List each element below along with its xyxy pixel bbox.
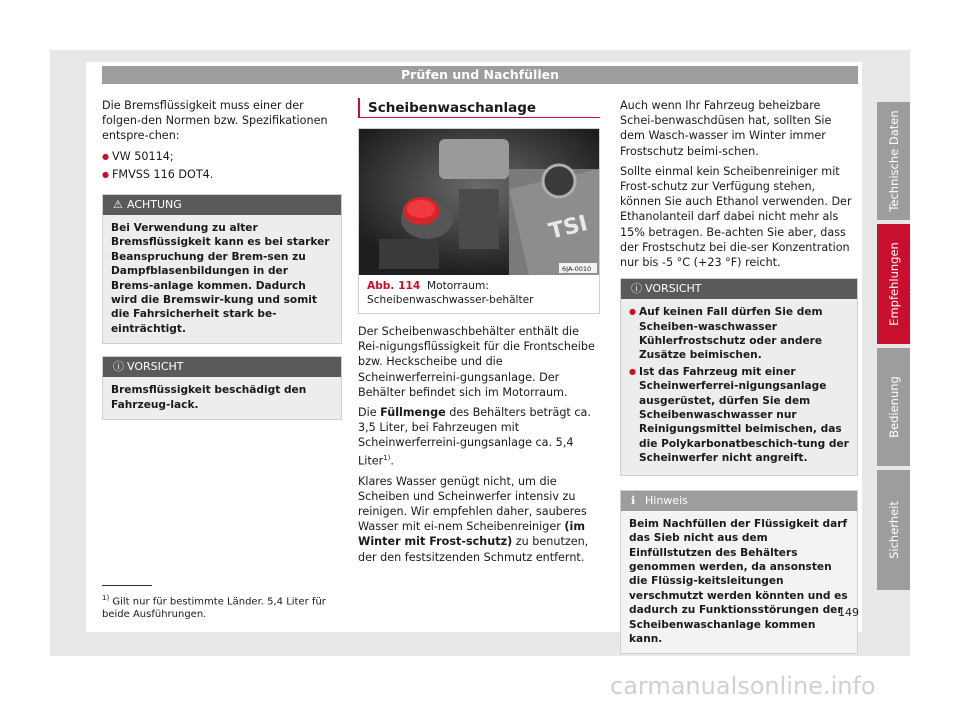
washer-paragraph-1: Der Scheibenwaschbehälter enthält die Rei-nigungsflüssigkeit für die Frontscheibe bzw. Heckscheibe und die Scheinwerferreini-gungsanlage. Der Behälter befindet sich im Motorraum. bbox=[358, 325, 595, 399]
warning-triangle-icon: ⚠ bbox=[113, 198, 123, 212]
tab-empfehlungen[interactable]: Empfehlungen bbox=[877, 224, 910, 344]
washer-paragraph-2: Die Füllmenge des Behälters beträgt ca. 3,5 Liter, bei Fahrzeugen mit Scheinwerferreini-gungsanlage ca. 5,4 Liter$^{1)}$. bbox=[358, 406, 591, 468]
washer-paragraph-3: Klares Wasser genügt nicht, um die Scheiben und Scheinwerfer intensiv zu reinigen. Wir empfehlen daher, sauberes Wasser mit ei-nem Scheibenreiniger (im Winter mit Frost-schutz) zu benutzen, der den festsitzenden Schmutz entfernt. bbox=[358, 474, 589, 564]
hinweis-box bbox=[620, 490, 858, 655]
vorsicht-text: Bremsflüssigkeit beschädigt den Fahrzeug-lack. bbox=[111, 384, 307, 411]
engine-illustration bbox=[359, 129, 599, 275]
achtung-header: ⚠ ACHTUNG bbox=[103, 195, 341, 215]
footnote-ref: 1) bbox=[383, 453, 391, 462]
section-title: Scheibenwaschanlage bbox=[358, 98, 600, 118]
caution-circle-icon: ⓘ bbox=[631, 282, 642, 296]
chapter-header: Prüfen und Nachfüllen bbox=[102, 66, 858, 84]
vorsicht-box-2 bbox=[620, 278, 858, 475]
vorsicht-item: ● Ist das Fahrzeug mit einer Scheinwerferrei-nigungsanlage ausgerüstet, dürfen Sie dem Scheibenwaschwasser nur Reinigungsmittel beimischen, das die Polykarbonatbeschich-tung der Scheinwerfer nicht angreift. bbox=[629, 365, 849, 466]
antifreeze-paragraph-1: Auch wenn Ihr Fahrzeug beheizbare Schei-benwaschdüsen hat, sollten Sie dem Wasch-wasser im Winter immer Frostschutz beimi-schen. bbox=[620, 99, 832, 158]
page-number: 149 bbox=[838, 606, 859, 619]
column-right bbox=[620, 98, 858, 654]
engine-logo: TSI bbox=[546, 211, 591, 245]
spec-item: ● FMVSS 116 DOT4. bbox=[102, 167, 342, 182]
hinweis-text: Beim Nachfüllen der Flüssigkeit darf das Sieb nicht aus dem Einfüllstutzen des Behälters genommen werden, da ansonsten die Flüssig-keitsleitungen verschmutzt werden könnten und es dadurch zu Funktionsstörungen der Scheibenwaschanlage kommen kann. bbox=[629, 517, 848, 645]
figure-114 bbox=[358, 128, 600, 314]
caution-circle-icon: ⓘ bbox=[113, 360, 124, 374]
figure-number: Abb. 114 bbox=[367, 280, 421, 292]
figure-caption: Abb. 114 Motorraum: Scheibenwaschwasser-behälter bbox=[367, 280, 534, 306]
watermark: carmanualsonline.info bbox=[610, 672, 876, 700]
vorsicht-header-2: ⓘ VORSICHT bbox=[621, 279, 857, 299]
achtung-box bbox=[102, 194, 342, 344]
column-left bbox=[102, 98, 342, 420]
info-icon: ℹ bbox=[631, 493, 636, 507]
vorsicht-item: ● Auf keinen Fall dürfen Sie dem Scheiben-waschwasser Kühlerfrostschutz oder andere Zusätze beimischen. bbox=[629, 305, 849, 363]
hinweis-header: ℹ Hinweis bbox=[621, 491, 857, 511]
figure-code: 6JA-0010 bbox=[562, 265, 592, 273]
tab-technische-daten[interactable]: Technische Daten bbox=[877, 102, 910, 220]
brake-fluid-intro: Die Bremsflüssigkeit muss einer der folgen-den Normen bzw. Spezifikationen entspre-chen: bbox=[102, 99, 328, 143]
column-middle bbox=[358, 98, 600, 570]
vorsicht-header: ⓘ VORSICHT bbox=[103, 357, 341, 377]
footnote-divider bbox=[102, 585, 152, 586]
achtung-text: Bei Verwendung zu alter Bremsflüssigkeit kann es bei starker Beanspruchung der Brem-sen zu Dampfblasenbildungen in der Brems-anlage kommen. Dadurch wird die Bremswir-kung und somit die Fahrsicherheit stark be-einträchtigt. bbox=[111, 222, 330, 335]
spec-item: ● VW 50114; bbox=[102, 149, 342, 164]
tab-sicherheit[interactable]: Sicherheit bbox=[877, 470, 910, 590]
vorsicht-box bbox=[102, 356, 342, 420]
engine-bay-photo bbox=[359, 129, 599, 275]
tab-bedienung[interactable]: Bedienung bbox=[877, 348, 910, 466]
footnote: $^{1)}$ Gilt nur für bestimmte Länder. 5,4 Liter für beide Ausführungen. bbox=[102, 594, 326, 621]
antifreeze-paragraph-2: Sollte einmal kein Scheibenreiniger mit Frost-schutz zur Verfügung stehen, können Sie auch Ethanol verwenden. Der Ethanolanteil darf dabei nicht mehr als 15% betragen. Be-achten Sie aber, dass der Frostschutz bei die-ser Konzentration nur bis -5 °C (+23 °F) reicht. bbox=[620, 164, 852, 270]
